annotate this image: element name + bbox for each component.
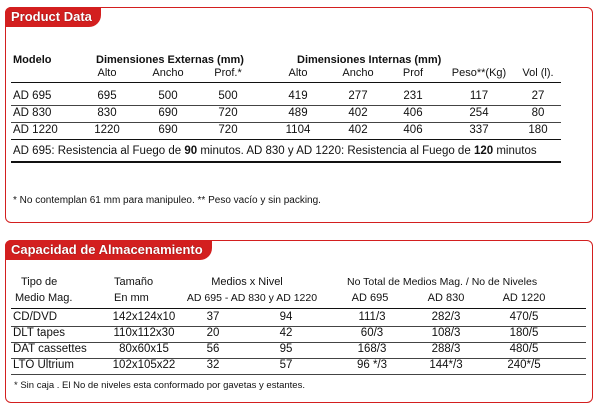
product-row-cell: 337 [469,124,489,136]
sub-header: Alto [97,67,117,79]
storage-row-m1: 20 [206,327,220,339]
storage-row-m1: 56 [206,343,220,355]
fire-value-1220: 120 [473,145,494,157]
product-data-title: Product Data [5,7,101,27]
storage-row-size: 80x60x15 [119,343,169,355]
fire-text-b: minutos. AD 830 y AD 1220: Resistencia al Fuego de [197,145,474,157]
header-total-ad830: AD 830 [427,292,465,304]
product-row-cell: 720 [218,124,238,136]
storage-row-t2: 282/3 [431,311,461,323]
storage-row-m2: 57 [279,359,293,371]
storage-row-t3: 240*/5 [507,359,541,371]
product-row-cell: 27 [531,90,545,102]
storage-row-t1: 60/3 [360,327,384,339]
divider-double [11,161,561,163]
product-row-cell: 406 [403,124,423,136]
product-row-cell: 695 [97,90,117,102]
product-row-cell: 80 [531,107,545,119]
divider [11,308,586,309]
fire-text-a: AD 695: Resistencia al Fuego de [13,145,185,157]
storage-row-m2: 94 [279,311,293,323]
product-row-cell: 830 [97,107,117,119]
sub-header: Ancho [342,67,374,79]
storage-row-type: DLT tapes [13,327,65,339]
row-divider [11,105,561,106]
product-row-cell: 406 [403,107,423,119]
storage-row-type: DAT cassettes [13,343,87,355]
product-row-cell: 690 [158,124,178,136]
storage-row-t3: 180/5 [509,327,539,339]
product-footnote: * No contemplan 61 mm para manipuleo. ** Peso vacío y sin packing. [13,195,321,206]
product-row-cell: 1220 [94,124,120,136]
product-row-cell: 277 [348,90,368,102]
fire-value-695: 90 [184,145,198,157]
product-row-model: AD 830 [13,107,52,119]
row-divider [11,374,586,375]
sub-header: Prof [402,67,424,79]
fire-resistance-note [13,145,537,158]
storage-row-type: CD/DVD [13,311,58,323]
storage-row-t1: 96 */3 [356,359,388,371]
sub-header: Prof.* [214,67,242,79]
header-size-line1: Tamaño [114,276,154,288]
divider [11,82,561,83]
sub-header: Vol (l). [522,67,554,79]
product-row-cell: 489 [288,107,308,119]
storage-row-t3: 480/5 [509,343,539,355]
storage-row-type: LTO Ultrium [13,359,74,371]
row-divider [11,358,586,359]
storage-row-size: 102x105x22 [112,359,176,371]
storage-row-t1: 168/3 [357,343,387,355]
sub-header: Peso**(Kg) [451,67,507,79]
storage-footnote: * Sin caja . El No de niveles esta conformado por gavetas y estantes. [14,380,305,391]
row-divider [11,122,561,123]
storage-row-t1: 111/3 [358,311,386,323]
product-row-cell: 1104 [285,124,311,136]
sub-header: Ancho [152,67,184,79]
product-row-cell: 500 [218,90,238,102]
product-row-model: AD 1220 [13,124,58,136]
product-row-cell: 180 [528,124,548,136]
header-total: No Total de Medios Mag. / No de Niveles [347,276,538,288]
int-dimensions-title: Dimensiones Internas (mm) [297,54,442,66]
header-type-line1: Tipo de [21,276,58,288]
product-row-cell: 419 [288,90,308,102]
header-media-line1: Medios x Nivel [211,276,283,288]
col-modelo: Modelo [13,54,52,66]
ext-dimensions-title: Dimensiones Externas (mm) [96,54,244,66]
divider [11,139,561,140]
storage-row-m2: 42 [279,327,293,339]
storage-row-t3: 470/5 [509,311,539,323]
storage-capacity-panel [5,240,593,403]
row-divider [11,326,586,327]
product-row-cell: 402 [348,124,368,136]
product-row-cell: 690 [158,107,178,119]
storage-row-t2: 108/3 [431,327,461,339]
product-row-cell: 500 [158,90,178,102]
header-total-ad695: AD 695 [351,292,389,304]
sub-header: Alto [288,67,308,79]
header-total-ad1220: AD 1220 [502,292,546,304]
storage-row-m1: 37 [206,311,220,323]
product-row-cell: 117 [469,90,489,102]
storage-capacity-title: Capacidad de Almacenamiento [5,240,212,260]
row-divider [11,342,586,343]
product-row-cell: 402 [348,107,368,119]
header-media-line2: AD 695 - AD 830 y AD 1220 [186,292,318,304]
product-row-model: AD 695 [13,90,52,102]
product-row-cell: 720 [218,107,238,119]
storage-row-t2: 288/3 [431,343,461,355]
storage-row-t2: 144*/3 [429,359,463,371]
storage-row-m1: 32 [206,359,220,371]
header-size-line2: En mm [114,292,149,304]
header-type-line2: Medio Mag. [15,292,73,304]
storage-row-size: 142x124x10 [112,311,176,323]
product-row-cell: 231 [403,90,423,102]
storage-row-m2: 95 [279,343,293,355]
fire-text-c: minutos [493,145,537,157]
product-row-cell: 254 [469,107,489,119]
product-data-panel [5,7,593,223]
storage-row-size: 110x112x30 [113,327,175,339]
